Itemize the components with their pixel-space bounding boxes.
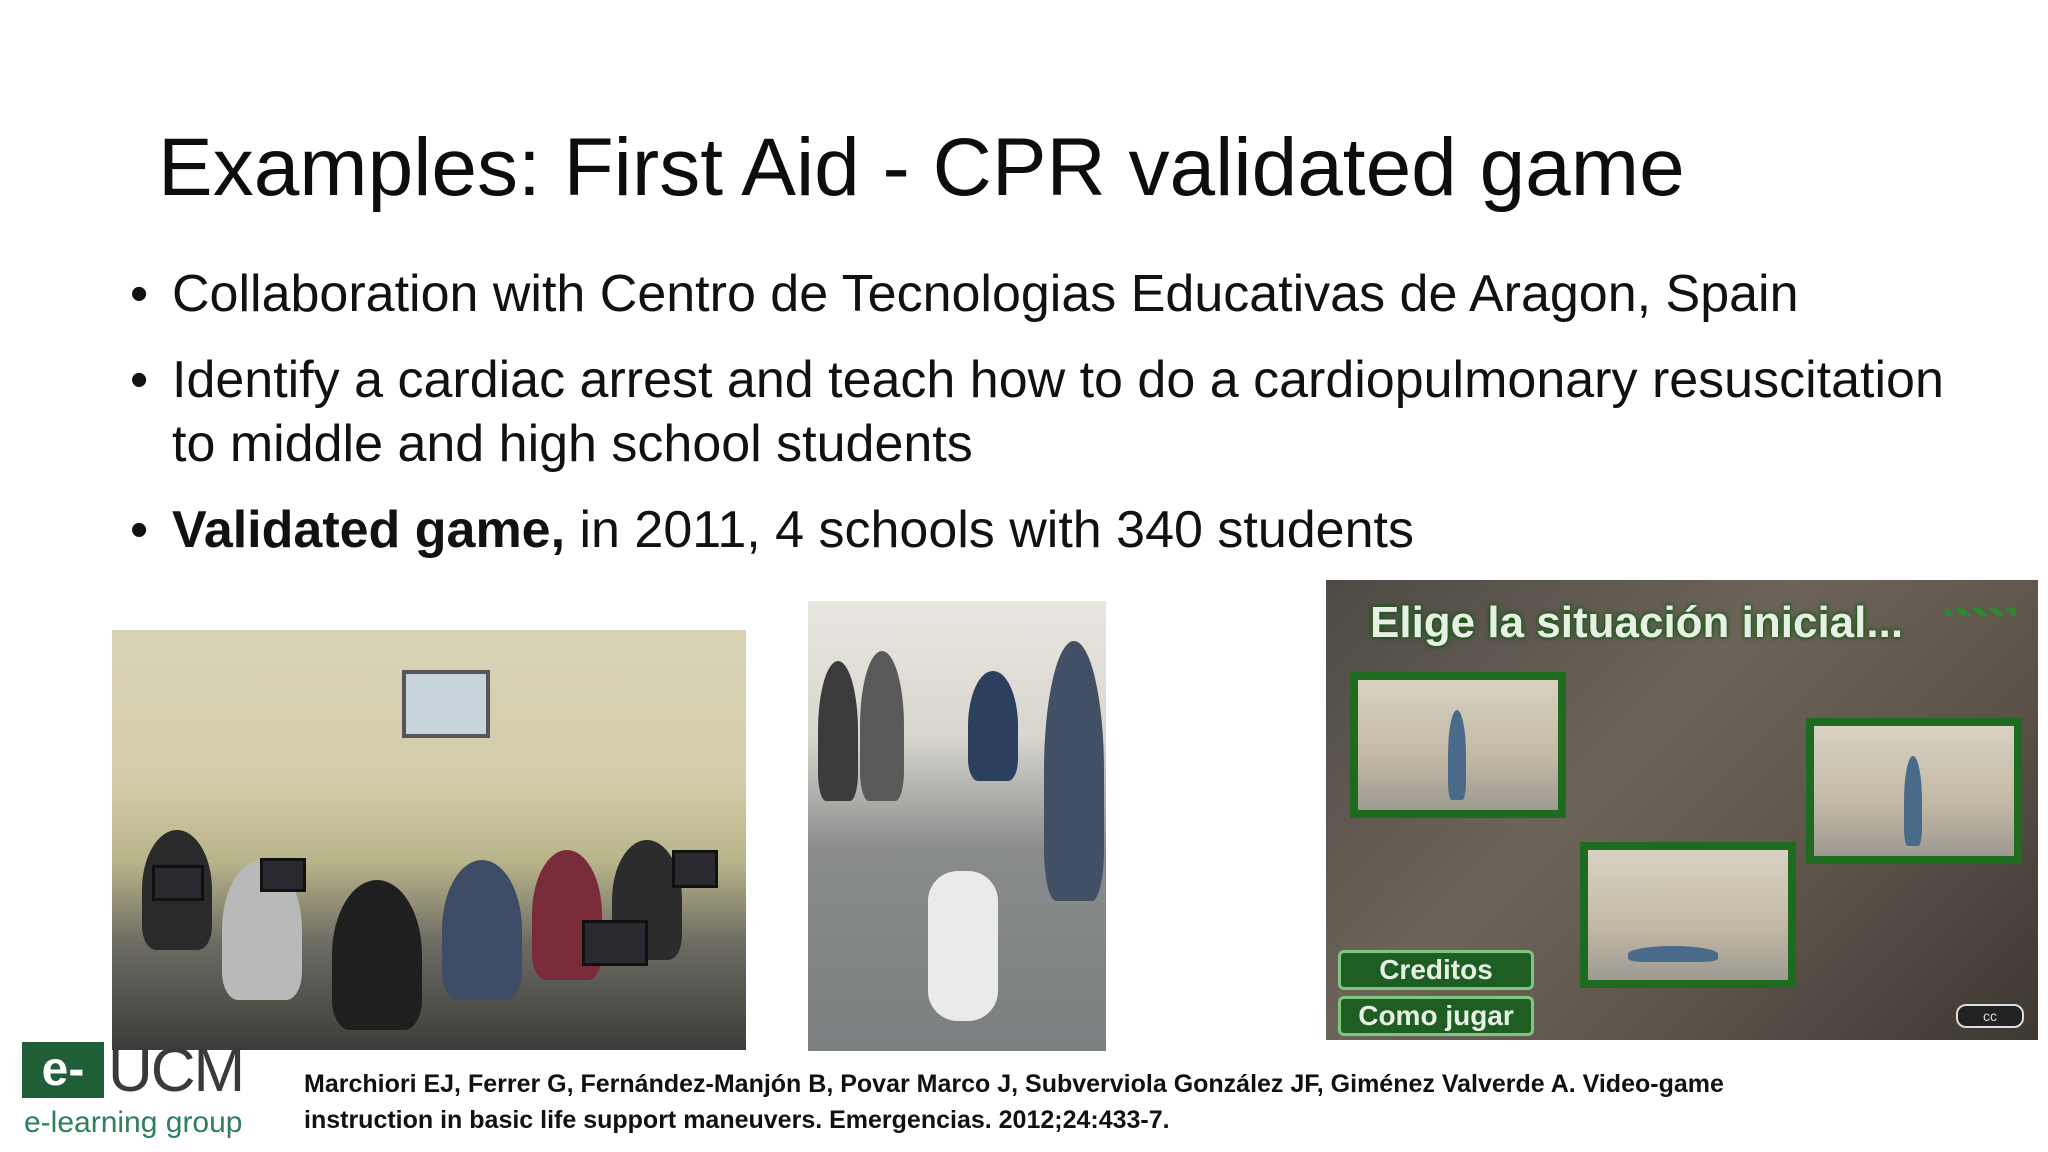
classroom-photo xyxy=(112,630,746,1050)
student-figure xyxy=(818,661,858,801)
slide-title: Examples: First Aid - CPR validated game xyxy=(158,122,1685,213)
student-figure xyxy=(860,651,904,801)
laptop xyxy=(672,850,718,888)
scenario-thumbnail-lying[interactable] xyxy=(1580,842,1796,988)
decorative-zigzag-icon xyxy=(1946,608,2016,616)
student-figure xyxy=(332,880,422,1030)
adult-figure xyxy=(1044,641,1104,901)
character-figure xyxy=(1448,710,1466,800)
bullet-item xyxy=(130,348,1950,476)
cpr-training-photo xyxy=(808,601,1106,1051)
logo-subtitle: e-learning group xyxy=(24,1106,243,1139)
bullet-item xyxy=(130,498,1950,562)
scenario-thumbnail-standing[interactable] xyxy=(1350,672,1566,818)
citation: Marchiori EJ, Ferrer G, Fernández-Manjón B, Povar Marco J, Subverviola González JF, Giménez Valverde A. Video-game instruction in basic life support maneuvers. Emergencias. 2012;24:433-7. xyxy=(304,1070,1724,1134)
bullet-dot-icon: • xyxy=(130,501,149,559)
laptop xyxy=(582,920,648,966)
bullet-text: Collaboration with Centro de Tecnologias Educativas de Aragon, Spain xyxy=(172,265,1799,323)
projector-screen xyxy=(402,670,490,738)
bullet-dot-icon: • xyxy=(130,351,149,409)
creative-commons-icon: cc xyxy=(1956,1004,2024,1028)
character-figure xyxy=(1904,756,1922,846)
bullet-list xyxy=(130,262,1950,584)
laptop xyxy=(260,858,306,892)
game-screenshot xyxy=(1326,580,2038,1040)
character-figure xyxy=(1628,946,1718,962)
laptop xyxy=(152,865,204,901)
ucm-elearning-logo xyxy=(20,1036,280,1140)
logo-brand: UCM xyxy=(108,1036,244,1105)
scenario-thumbnail-collapse[interactable] xyxy=(1806,718,2022,864)
bullet-text: in 2011, 4 schools with 340 students xyxy=(565,501,1414,559)
bullet-text: Identify a cardiac arrest and teach how to do a cardiopulmonary resuscitation to middle and high school students xyxy=(172,351,1944,473)
student-figure xyxy=(442,860,522,1000)
logo-e-icon: e- xyxy=(22,1042,104,1098)
mannequin xyxy=(928,871,998,1021)
how-to-play-button[interactable]: Como jugar xyxy=(1338,996,1534,1036)
game-heading: Elige la situación inicial... xyxy=(1370,598,1904,647)
credits-button[interactable]: Creditos xyxy=(1338,950,1534,990)
bullet-dot-icon: • xyxy=(130,265,149,323)
bullet-item xyxy=(130,262,1950,326)
instructor-figure xyxy=(968,671,1018,781)
bullet-bold-text: Validated game, xyxy=(172,501,566,559)
